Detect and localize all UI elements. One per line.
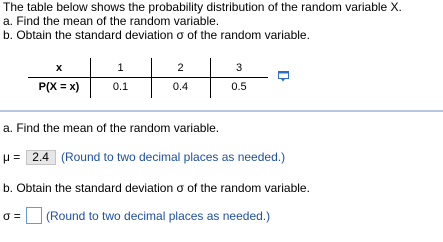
answer-part-b-label: b. Obtain the standard deviation σ of the random variable.	[3, 181, 310, 195]
copy-table-icon[interactable]	[278, 71, 290, 82]
mu-answer-line	[3, 150, 285, 165]
probability-table	[28, 58, 268, 98]
mu-rounding-hint: (Round to two decimal places as needed.)	[60, 150, 286, 164]
problem-part-a: a. Find the mean of the random variable.	[3, 14, 220, 28]
table-p-header: P(X = x)	[38, 81, 80, 93]
table-p-value: 0.4	[172, 81, 189, 93]
sigma-prefix: σ =	[3, 209, 21, 223]
table-x-value: 1	[117, 62, 124, 74]
mu-answer-field[interactable]: 2.4	[26, 150, 56, 165]
table-x-value: 3	[235, 62, 243, 74]
table-x-header: x	[55, 62, 63, 74]
problem-statement: The table below shows the probability distribution of the random variable X.	[3, 0, 402, 14]
mu-prefix: μ =	[3, 150, 21, 164]
answer-part-a-label: a. Find the mean of the random variable.	[3, 121, 220, 135]
table-x-value: 2	[177, 62, 184, 74]
sigma-answer-input[interactable]	[26, 207, 42, 224]
table-p-value: 0.5	[231, 81, 247, 93]
sigma-rounding-hint: (Round to two decimal places as needed.)	[46, 209, 271, 223]
problem-part-b: b. Obtain the standard deviation σ of the random variable.	[3, 28, 310, 42]
table-p-value: 0.1	[112, 81, 129, 93]
section-divider	[0, 110, 443, 112]
table-header-divider	[28, 77, 268, 78]
